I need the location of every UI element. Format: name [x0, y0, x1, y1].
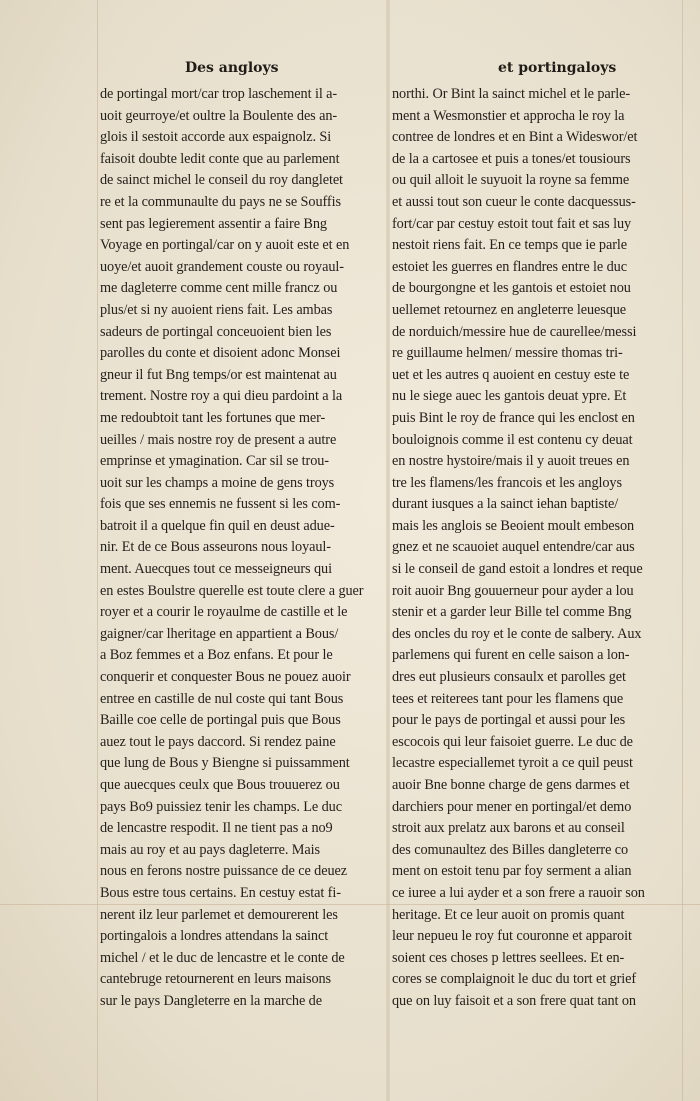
text-line: nir. Et de ce Bous asseurons nous loyaul-	[100, 539, 331, 556]
text-line: emprinse et ymagination. Car sil se trou-	[100, 453, 329, 470]
text-line: cores se complaignoit le duc du tort et grief	[392, 971, 637, 988]
text-line: mais les anglois se Beoient moult embeson	[392, 517, 635, 534]
text-line: soient ces choses p lettres seellees. Et en-	[392, 949, 625, 966]
text-line: ce iuree a lui ayder et a son frere a rauoir son	[392, 884, 645, 901]
text-line: stenir et a garder leur Bille tel comme Bng	[392, 604, 632, 621]
text-line: tre les flamens/les francois et les angloys	[392, 474, 622, 491]
text-line: plus/et si ny auoient riens fait. Les ambas	[100, 301, 333, 318]
text-line: pour le pays de portingal et aussi pour les	[392, 712, 626, 729]
text-line: si le conseil de gand estoit a londres et reque	[392, 561, 643, 578]
text-line: que auecques ceulx que Bous trouuerez ou	[100, 777, 340, 793]
text-line: des comunaultez des Billes dangleterre co	[392, 841, 629, 858]
text-line: que lung de Bous y Biengne si puissamment	[100, 755, 350, 772]
text-line: gneur il fut Bng temps/or est maintenat au	[100, 366, 337, 383]
margin-rule-left	[97, 0, 98, 1101]
text-line: royer et a courir le royaulme de castille et le	[100, 604, 348, 621]
text-line: ueilles / mais nostre roy de present a autre	[100, 431, 337, 448]
text-line: me redoubtoit tant les fortunes que mer-	[100, 409, 326, 426]
text-line: sadeurs de portingal conceuoient bien les	[100, 323, 332, 340]
text-line: parlemens qui furent en celle saison a lon-	[392, 647, 630, 664]
text-line: glois il sestoit accorde aux espaignolz. Si	[100, 129, 332, 146]
text-line: re guillaume helmen/ messire thomas tri-	[392, 345, 623, 362]
text-line: dres eut plusieurs consaulx et parolles get	[392, 669, 626, 686]
text-line: de la a cartosee et puis a tones/et tousiours	[392, 150, 631, 167]
text-line: uet et les autres q auoient en cestuy este te	[392, 366, 630, 383]
text-line: trement. Nostre roy a qui dieu pardoint a la	[100, 388, 343, 405]
text-line: ment a Wesmonstier et approcha le roy la	[392, 107, 625, 124]
running-head-right: et portingaloys	[498, 60, 617, 76]
text-line: nu le siege auec les gantois deuat ypre. Et	[392, 388, 627, 405]
text-line: leur nepueu le roy fut couronne et apparoit	[392, 928, 632, 945]
column-gutter	[386, 0, 390, 1101]
text-line: darchiers pour mener en portingal/et demo	[392, 798, 632, 815]
text-line: portingalois a londres attendans la sainct	[100, 928, 329, 945]
text-line: auez tout le pays daccord. Si rendez paine	[100, 733, 336, 750]
text-line: tees et reiterees tant pour les flamens que	[392, 690, 624, 707]
text-line: uoit sur les champs a moine de gens troys	[100, 474, 335, 491]
text-line: escocois qui leur faisoiet guerre. Le duc de	[392, 733, 633, 750]
text-line: ment. Auecques tout ce messeigneurs qui	[100, 561, 332, 578]
text-line: estoiet les guerres en flandres entre le duc	[392, 258, 627, 275]
text-line: fois que ses ennemis ne fussent si les com-	[100, 496, 341, 513]
text-line: pays Bo9 puissiez tenir les champs. Le duc	[100, 798, 342, 815]
running-head-left: Des angloys	[185, 60, 279, 76]
text-line: que on luy faisoit et a son frere quat tant on	[392, 992, 636, 1009]
text-line: heritage. Et ce leur auoit on promis quant	[392, 906, 625, 923]
text-line: conquerir et conquester Bous ne pouez auoir	[100, 669, 351, 686]
text-line: nestoit riens fait. En ce temps que ie parle	[392, 237, 627, 254]
text-line: me dagleterre comme cent mille francz ou	[100, 280, 338, 297]
text-line: northi. Or Bint la sainct michel et le parle-	[392, 86, 631, 102]
text-line: nous en ferons nostre puissance de ce deuez	[100, 863, 347, 880]
text-column-right	[392, 84, 692, 1013]
text-line: cantebruge retournerent en leurs maisons	[100, 971, 332, 988]
text-line: a Boz femmes et a Boz enfans. Et pour le	[100, 647, 333, 664]
text-line: lecastre especiallemet tyroit a ce quil peust	[392, 755, 633, 772]
text-line: ou quil alloit le suyuoit la royne sa femme	[392, 172, 630, 189]
text-line: batroit il a quelque fin quil en deust adue-	[100, 517, 335, 534]
text-line: puis Bint le roy de france qui les enclost en	[392, 409, 635, 426]
text-line: Bous estre tous certains. En cestuy estat fi-	[100, 884, 341, 901]
text-line: de norduich/messire hue de caurellee/messi	[392, 323, 637, 340]
text-line: de lencastre respodit. Il ne tient pas a no9	[100, 820, 333, 837]
text-line: en nostre hystoire/mais il y auoit treues en	[392, 453, 630, 470]
text-line: auoir Bne bonne charge de gens darmes et	[392, 777, 630, 793]
text-line: nerent ilz leur parlemet et demourerent les	[100, 906, 338, 923]
text-line: michel / et le duc de lencastre et le conte de	[100, 949, 345, 966]
text-line: bouloignois comme il est contenu cy deuat	[392, 431, 633, 448]
text-line: ment on estoit tenu par foy serment a alian	[392, 863, 632, 880]
text-column-left	[100, 84, 380, 1013]
text-line: fort/car par cestuy estoit tout fait et sas luy	[392, 215, 632, 232]
text-line: gaigner/car lheritage en appartient a Bous/	[100, 625, 339, 642]
text-line: uoye/et auoit grandement couste ou royaul-	[100, 258, 344, 275]
text-line: sent pas legierement assentir a faire Bng	[100, 215, 327, 232]
text-line: stroit aux prelatz aux barons et au conseil	[392, 820, 625, 837]
text-line: de sainct michel le conseil du roy dangletet	[100, 172, 343, 189]
text-line: parolles du conte et disoient adonc Monsei	[100, 345, 341, 362]
text-line: et aussi tout son cueur le conte dacquessus-	[392, 193, 636, 210]
text-line: contree de londres et en Bint a Wideswor/et	[392, 129, 638, 146]
text-line: uellemet retournez en angleterre leuesque	[392, 301, 627, 318]
text-line: de portingal mort/car trop laschement il a-	[100, 86, 338, 102]
text-line: gnez et ne scauoiet auquel entendre/car aus	[392, 539, 635, 556]
text-line: des oncles du roy et le conte de salbery. Aux	[392, 625, 642, 642]
text-line: Voyage en portingal/car on y auoit este et en	[100, 237, 350, 254]
text-line: de bourgongne et les gantois et estoiet nou	[392, 280, 631, 297]
text-line: roit auoir Bng gouuerneur pour ayder a lou	[392, 582, 634, 599]
text-line: uoit geurroye/et oultre la Boulente des an-	[100, 107, 338, 124]
text-line: Baille coe celle de portingal puis que Bous	[100, 712, 341, 729]
text-line: re et la communaulte du pays ne se Souffis	[100, 193, 341, 210]
text-line: en estes Boulstre querelle est toute clere a guer	[100, 582, 364, 599]
text-line: entree en castille de nul coste qui tant Bous	[100, 690, 344, 707]
text-line: faisoit doubte ledit conte que au parlement	[100, 150, 340, 167]
text-line: mais au roy et au pays dagleterre. Mais	[100, 841, 321, 858]
text-line: sur le pays Dangleterre en la marche de	[100, 992, 322, 1009]
text-line: durant iusques a la sainct iehan baptiste/	[392, 496, 619, 513]
